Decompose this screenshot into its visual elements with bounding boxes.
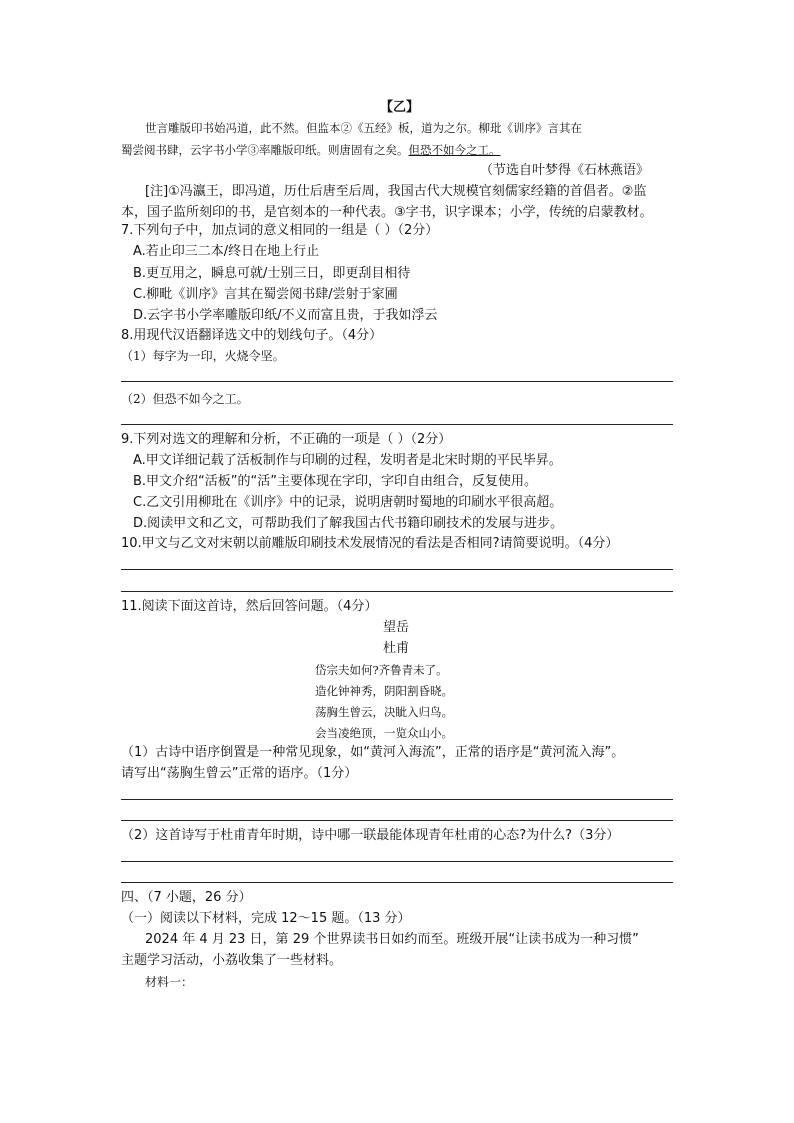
question-7-option-d: D.云字书小学率雕版印纸/不义而富且贵，于我如浮云	[133, 308, 438, 323]
question-9-stem: 9.下列对选文的理解和分析，不正确的一项是（ ）（2分）	[121, 432, 452, 447]
answer-line	[121, 591, 673, 592]
answer-line	[121, 799, 673, 800]
question-9-option-a: A.甲文详细记载了活板制作与印刷的过程，发明者是北宋时期的平民毕昇。	[133, 453, 562, 468]
section-subheading: （一）阅读以下材料，完成 12～15 题。（13 分）	[121, 911, 411, 926]
question-7-option-a: A.若止印三二本/终日在地上行止	[133, 244, 320, 259]
section-paragraph: 2024 年 4 月 23 日，第 29 个世界读书日如约而至。班级开展“让读书成为一种习惯”	[145, 932, 639, 947]
poem-line: 造化钟神秀，阴阳割昏晓。	[315, 684, 453, 698]
question-9-option-d: D.阅读甲文和乙文，可帮助我们了解我国古代书籍印刷技术的发展与进步。	[133, 516, 564, 531]
answer-line	[121, 882, 673, 883]
poem-line: 荡胸生曾云，决眦入归鸟。	[315, 705, 453, 719]
question-8-stem: 8.用现代汉语翻译选文中的划线句子。（4分）	[121, 328, 383, 343]
question-11-sub-1: 请写出“荡胸生曾云”正常的语序。（1分）	[121, 766, 358, 781]
question-8-sentence-1: （1）每字为一印，火烧令坚。	[121, 349, 285, 363]
question-9-option-c: C.乙文引用柳玭在《训序》中的记录，说明唐朝时蜀地的印刷水平很高超。	[133, 495, 563, 510]
answer-line	[121, 569, 673, 570]
passage-line	[121, 140, 501, 160]
underlined-sentence: 但恐不如今之工。	[408, 143, 501, 157]
question-9-option-b: B.甲文介绍“活板”的“活”主要体现在字印，字印自由组合，反复使用。	[133, 474, 537, 489]
question-11-stem: 11.阅读下面这首诗，然后回答问题。（4分）	[121, 599, 378, 614]
question-11-sub-2: （2）这首诗写于杜甫青年时期，诗中哪一联最能体现青年杜甫的心态?为什么?（3分）	[121, 828, 620, 843]
material-label: 材料一：	[145, 975, 194, 989]
question-10-stem: 10.甲文与乙文对宋朝以前雕版印刷技术发展情况的看法是否相同?请简要说明。（4分）	[121, 536, 619, 551]
poem-title: 望岳	[383, 620, 410, 635]
question-7-option-b: B.更互用之，瞬息可就/士别三日，即更刮目相待	[133, 266, 411, 281]
passage-source: （节选自叶梦得《石林燕语》	[480, 163, 650, 178]
section-paragraph: 主题学习活动，小荔收集了一些材料。	[121, 953, 343, 968]
answer-line	[121, 381, 673, 382]
poem-author: 杜甫	[383, 641, 410, 656]
answer-line	[121, 424, 673, 425]
poem-line: 岱宗夫如何?齐鲁青未了。	[315, 663, 448, 677]
question-7-option-c: C.柳毗《训序》言其在蜀尝阅书肆/尝射于家圃	[133, 287, 398, 302]
answer-line	[121, 820, 673, 821]
question-11-sub-1: （1）古诗中语序倒置是一种常见现象，如“黄河入海流”，正常的语序是“黄河流入海”。	[121, 745, 625, 760]
question-7-stem: 7.下列句子中，加点词的意义相同的一组是（ ）（2分）	[121, 223, 439, 238]
passage-heading: 【乙】	[380, 100, 420, 115]
poem-line: 会当凌绝顶，一览众山小。	[315, 726, 453, 740]
question-8-sentence-2: （2）但恐不如今之工。	[121, 392, 249, 406]
passage-line: 世言雕版印书始冯道，此不然。但监本②《五经》板，道为之尔。柳玭《训序》言其在	[145, 121, 582, 135]
passage-text: 蜀尝阅书肆，云字书小学③率雕版印纸。则唐固有之矣。	[121, 143, 409, 157]
answer-line	[121, 861, 673, 862]
annotation-line: [注]①冯瀛王，即冯道，历仕后唐至后周，我国古代大规模官刻儒家经籍的首倡者。②监	[145, 184, 647, 199]
section-heading: 四、（7 小题，26 分）	[121, 890, 252, 905]
annotation-line: 本，国子监所刻印的书，是官刻本的一种代表。③字书，识字课本；小学，传统的启蒙教材。	[121, 205, 653, 220]
